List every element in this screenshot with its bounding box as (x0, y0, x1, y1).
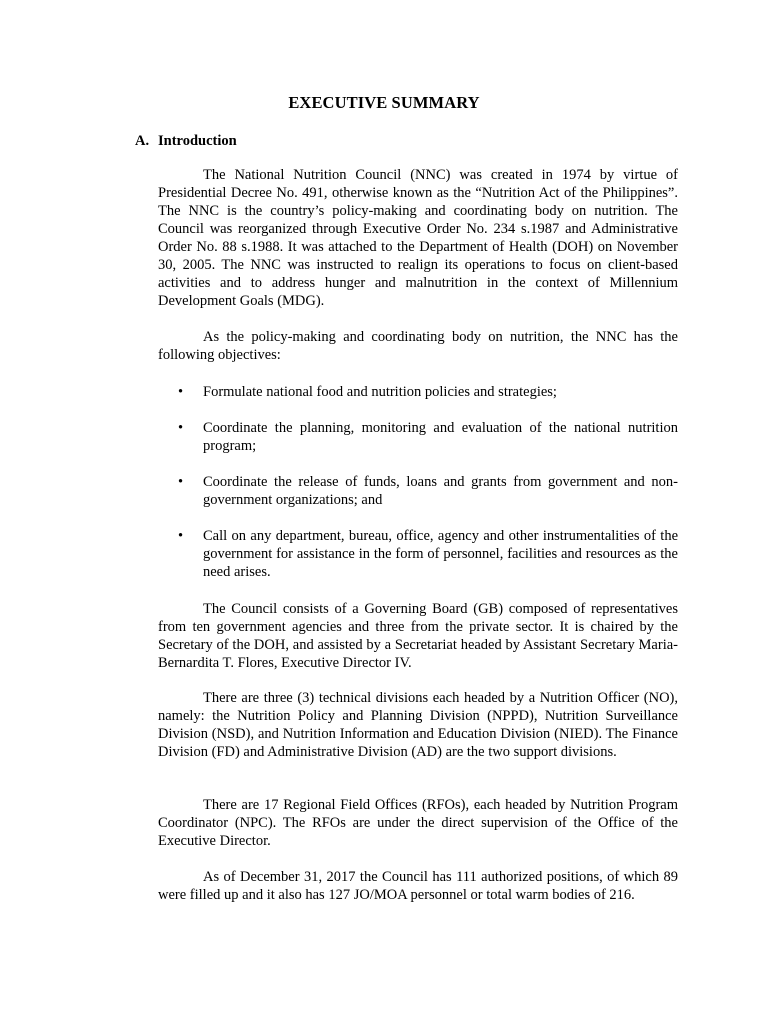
list-item (158, 383, 678, 401)
list-item-text: Coordinate the planning, monitoring and evaluation of the national nutrition program; (203, 420, 678, 454)
objectives-list (158, 383, 678, 599)
section-title: Introduction (158, 133, 237, 149)
paragraph-technical-divisions: There are three (3) technical divisions each headed by a Nutrition Officer (NO), namely: the Nutrition Policy and Planning Division (NPPD), Nutrition Surveillance Division (NSD), and Nutrition Information and Education Division (NIED). The Finance Division (FD) and Administrative Division (AD) are the two support divisions. (158, 690, 678, 760)
bullet-icon: • (178, 528, 184, 544)
page-title: EXECUTIVE SUMMARY (288, 93, 480, 112)
bullet-icon: • (178, 384, 184, 400)
bullet-icon: • (178, 474, 184, 490)
list-item-text: Coordinate the release of funds, loans and grants from government and non-government organizations; and (203, 474, 678, 508)
paragraph-positions: As of December 31, 2017 the Council has 111 authorized positions, of which 89 were filled up and it also has 127 JO/MOA personnel or total warm bodies of 216. (158, 869, 678, 903)
list-item (158, 473, 678, 509)
bullet-icon: • (178, 420, 184, 436)
section-heading (135, 132, 237, 150)
paragraph-governing-board: The Council consists of a Governing Board (GB) composed of representatives from ten government agencies and three from the private sector. It is chaired by the Secretary of the DOH, and assisted by a Secretariat headed by Assistant Secretary Maria-Bernardita T. Flores, Executive Director IV. (158, 601, 678, 671)
section-number: A. (135, 133, 150, 149)
list-item (158, 527, 678, 581)
paragraph-regional-offices: There are 17 Regional Field Offices (RFOs), each headed by Nutrition Program Coordinator (NPC). The RFOs are under the direct supervision of the Office of the Executive Director. (158, 797, 678, 849)
paragraph-nnc-history: The National Nutrition Council (NNC) was created in 1974 by virtue of Presidential Decree No. 491, otherwise known as the “Nutrition Act of the Philippines”. The NNC is the country’s policy-making and coordinating body on nutrition. The Council was reorganized through Executive Order No. 234 s.1987 and Administrative Order No. 88 s.1988. It was attached to the Department of Health (DOH) on November 30, 2005. The NNC was instructed to realign its operations to focus on client-based activities and to address hunger and malnutrition in the context of Millennium Development Goals (MDG). (158, 167, 678, 309)
list-item-text: Formulate national food and nutrition policies and strategies; (203, 384, 557, 400)
paragraph-objectives-intro: As the policy-making and coordinating body on nutrition, the NNC has the following objectives: (158, 329, 678, 363)
list-item-text: Call on any department, bureau, office, agency and other instrumentalities of the government for assistance in the form of personnel, facilities and resources as the need arises. (203, 528, 678, 580)
list-item (158, 419, 678, 455)
